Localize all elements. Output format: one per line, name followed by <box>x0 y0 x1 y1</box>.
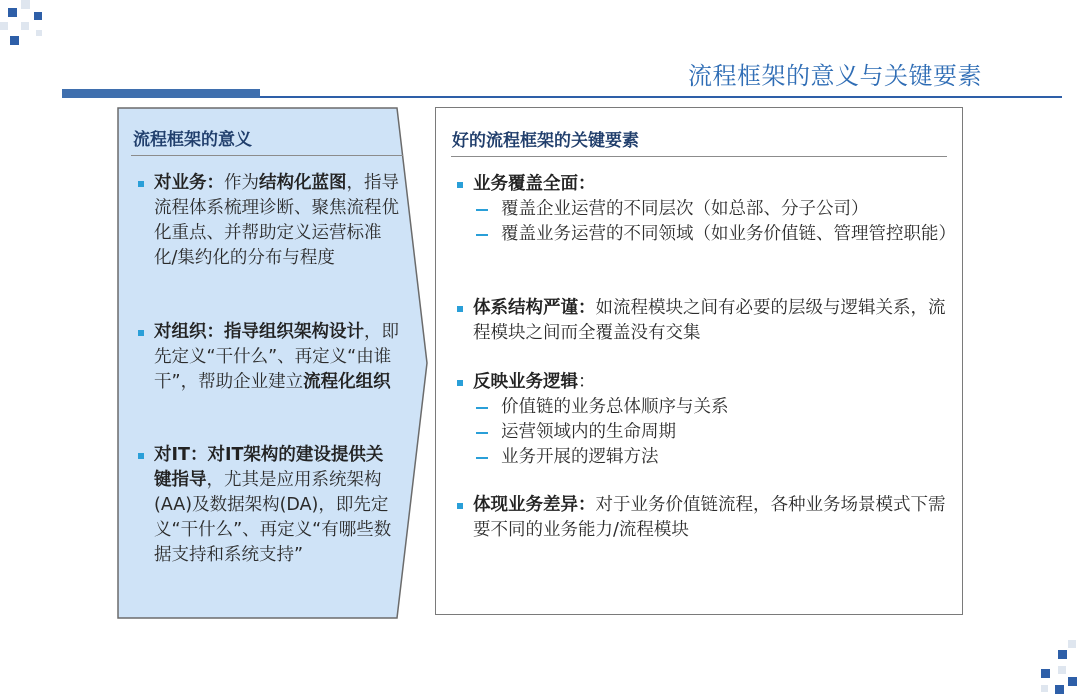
body-text: 如流程模块之间有必要的层级与逻辑关系，流程模块之间而全覆盖没有交集 <box>473 298 946 343</box>
sub-item <box>473 420 953 445</box>
decor-square <box>21 0 30 9</box>
sub-item-text: 运营领域内的生命周期 <box>501 422 676 442</box>
bullet-icon <box>457 182 463 188</box>
sub-item-text: 覆盖业务运营的不同领域（如业务价值链、管理管控职能） <box>501 224 956 244</box>
decor-square <box>10 36 19 45</box>
decor-square <box>36 30 42 36</box>
significance-heading: 流程框架的意义 <box>133 130 252 150</box>
dash-icon <box>476 234 488 236</box>
emphasis-text: 流程化组织 <box>303 372 391 392</box>
decor-square <box>34 12 42 20</box>
dash-icon <box>476 407 488 409</box>
sub-item <box>473 395 953 420</box>
decor-square <box>1068 640 1076 648</box>
bullet-icon <box>138 453 144 459</box>
sub-item <box>473 197 953 222</box>
body-text: 作为 <box>224 173 259 193</box>
significance-item <box>154 320 399 395</box>
key-element-item <box>473 172 953 197</box>
key-element-item <box>473 493 953 543</box>
emphasis-text: 体现业务差异： <box>473 495 596 515</box>
dash-icon <box>476 209 488 211</box>
emphasis-text: 反映业务逻辑 <box>473 372 578 392</box>
heading-divider <box>451 156 947 157</box>
body-text: ，指导流程体系梳理诊断、聚焦流程优化重点、并帮助定义运营标准化/集约化的分布与程度 <box>154 173 399 268</box>
sub-item <box>473 445 953 470</box>
decor-square <box>0 22 8 30</box>
key-elements-panel <box>435 107 963 615</box>
bullet-icon <box>457 380 463 386</box>
decor-square <box>1055 685 1064 694</box>
decor-square <box>8 8 17 17</box>
key-element-item <box>473 296 953 346</box>
heading-divider <box>131 155 403 156</box>
body-text: ，即先定义“干什么”、再定义“由谁干”，帮助企业建立 <box>154 322 399 392</box>
dash-icon <box>476 457 488 459</box>
emphasis-text: 对IT：对IT架构的建设提供关键指导 <box>154 445 384 490</box>
bullet-icon <box>138 181 144 187</box>
body-text: ： <box>578 372 596 392</box>
sub-item-text: 覆盖企业运营的不同层次（如总部、分子公司） <box>501 199 869 219</box>
sub-item-text: 价值链的业务总体顺序与关系 <box>501 397 729 417</box>
bullet-icon <box>457 306 463 312</box>
bullet-icon <box>457 503 463 509</box>
body-text: ，尤其是应用系统架构(AA)及数据架构(DA)，即先定义“干什么”、再定义“有哪些数据支持和系统支持” <box>154 470 392 565</box>
emphasis-text: 业务覆盖全面： <box>473 174 596 194</box>
title-divider-accent <box>62 89 260 98</box>
dash-icon <box>476 432 488 434</box>
emphasis-text: 体系结构严谨： <box>473 298 596 318</box>
key-element-item <box>473 370 953 395</box>
sub-list <box>473 395 953 470</box>
significance-item <box>154 171 399 271</box>
slide-title: 流程框架的意义与关键要素 <box>688 62 982 90</box>
significance-item <box>154 443 399 568</box>
sub-item-text: 业务开展的逻辑方法 <box>501 447 659 467</box>
sub-item <box>473 222 956 247</box>
decor-square <box>1068 677 1077 686</box>
sub-list <box>473 197 956 247</box>
emphasis-text: 结构化蓝图 <box>259 173 347 193</box>
decor-square <box>1041 685 1048 692</box>
emphasis-text: 对组织：指导组织架构设计 <box>154 322 364 342</box>
significance-panel <box>117 107 428 619</box>
decor-square <box>1058 650 1067 659</box>
emphasis-text: 对业务： <box>154 173 224 193</box>
decor-square <box>1041 669 1050 678</box>
decor-square <box>1058 666 1066 674</box>
key-elements-heading: 好的流程框架的关键要素 <box>452 131 639 151</box>
bullet-icon <box>138 330 144 336</box>
body-text: 对于业务价值链流程，各种业务场景模式下需要不同的业务能力/流程模块 <box>473 495 946 540</box>
decor-square <box>21 22 29 30</box>
